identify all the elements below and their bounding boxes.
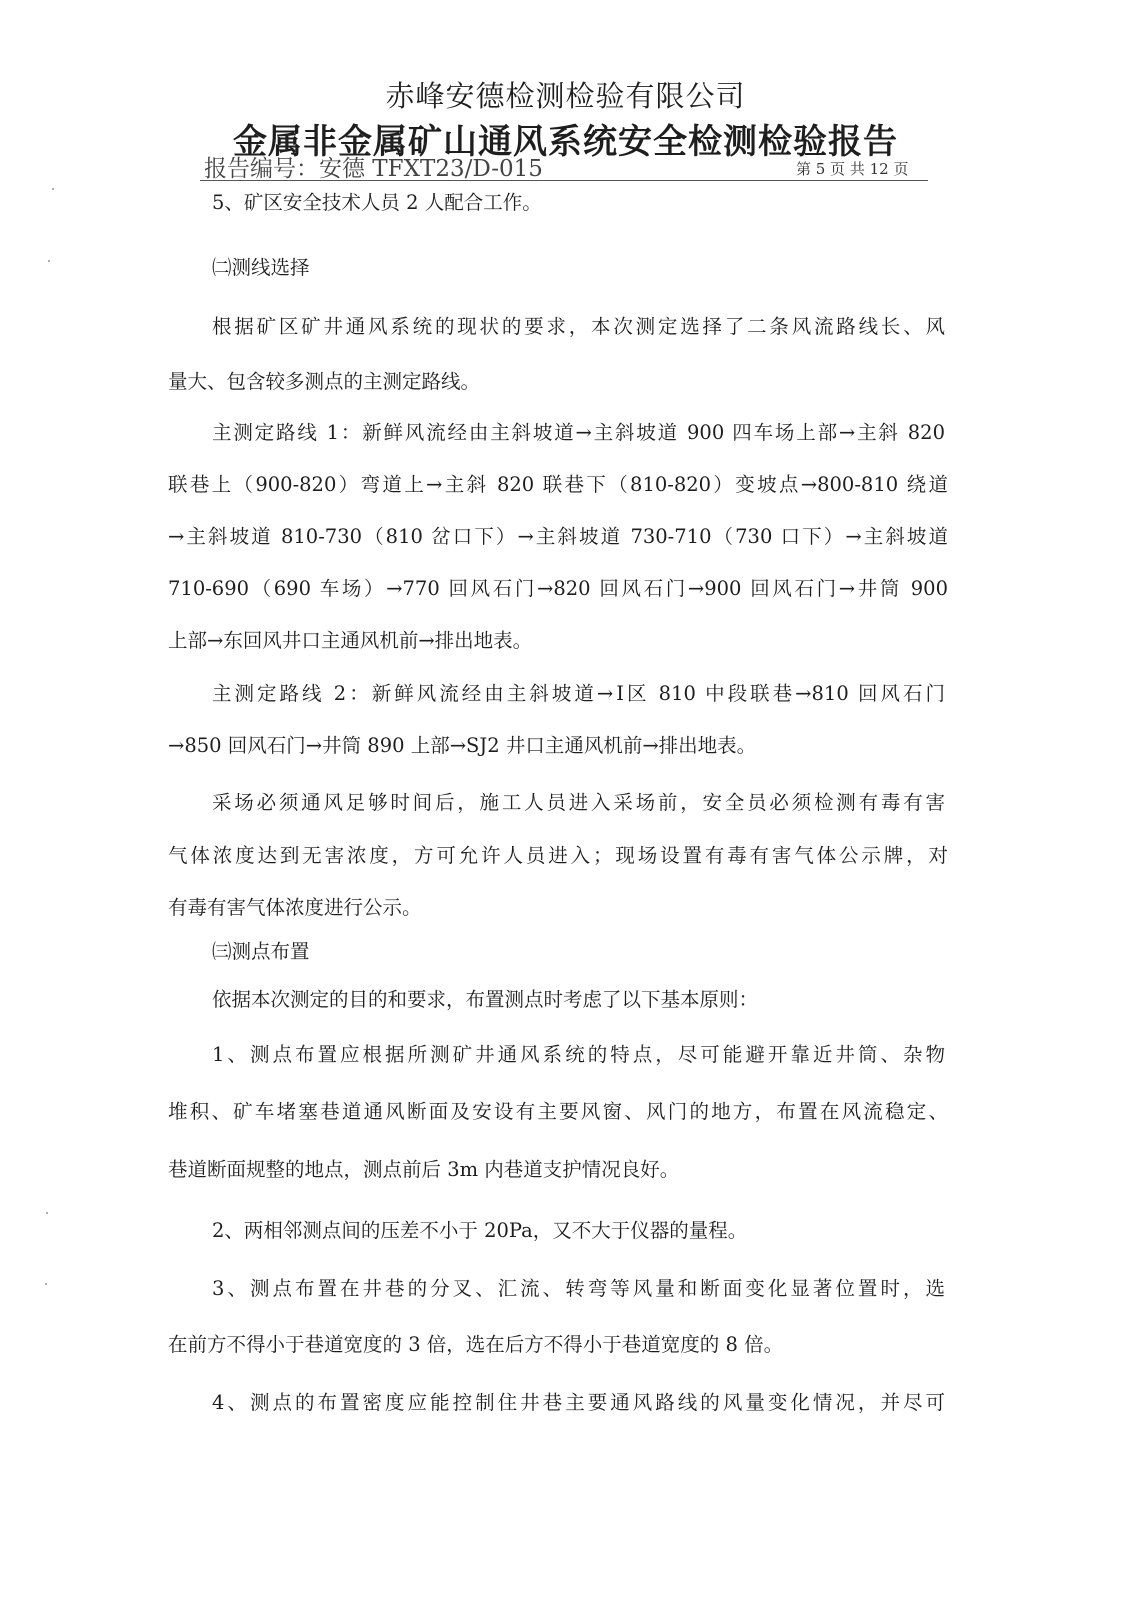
text-line: 巷道断面规整的地点，测点前后 3m 内巷道支护情况良好。 — [168, 1158, 680, 1181]
text-line: 上部→东回风井口主通风机前→排出地表。 — [168, 629, 533, 652]
text-line: 依据本次测定的目的和要求，布置测点时考虑了以下基本原则： — [212, 988, 759, 1011]
text-line: 量大、包含较多测点的主测定路线。 — [168, 370, 481, 393]
section-heading-survey-lines: ㈡测线选择 — [212, 256, 310, 279]
scan-speck — [45, 1283, 47, 1285]
text-line: 1、测点布置应根据所测矿井通风系统的特点，尽可能避开靠近井筒、杂物 — [212, 1043, 945, 1066]
scan-speck — [52, 188, 54, 190]
header-rule — [200, 180, 928, 181]
section-heading-measuring-points: ㈢测点布置 — [212, 940, 310, 963]
text-line: 3、测点布置在井巷的分叉、汇流、转弯等风量和断面变化显著位置时，选 — [212, 1277, 945, 1300]
scan-speck — [48, 260, 50, 262]
text-line: 在前方不得小于巷道宽度的 3 倍，选在后方不得小于巷道宽度的 8 倍。 — [168, 1333, 784, 1356]
text-line: 联巷上（900-820）弯道上→主斜 820 联巷下（810-820）变坡点→800-810 绕道 — [168, 473, 948, 496]
text-line: 2、两相邻测点间的压差不小于 20Pa，又不大于仪器的量程。 — [212, 1219, 748, 1242]
text-line: 采场必须通风足够时间后，施工人员进入采场前，安全员必须检测有毒有害 — [212, 791, 945, 814]
text-line: 5、矿区安全技术人员 2 人配合工作。 — [212, 191, 542, 214]
text-line: 4、测点的布置密度应能控制住井巷主要通风路线的风量变化情况，并尽可 — [212, 1391, 945, 1414]
text-line: 堆积、矿车堵塞巷道通风断面及安设有主要风窗、风门的地方，布置在风流稳定、 — [168, 1100, 948, 1123]
text-line: 气体浓度达到无害浓度，方可允许人员进入；现场设置有毒有害气体公示牌，对 — [168, 844, 948, 867]
report-number: 报告编号：安德 TFXT23/D-015 — [204, 156, 543, 182]
company-name: 赤峰安德检测检验有限公司 — [385, 79, 746, 113]
text-line: →850 回风石门→井筒 890 上部→SJ2 井口主通风机前→排出地表。 — [168, 734, 757, 757]
text-line: 有毒有害气体浓度进行公示。 — [168, 896, 422, 919]
page-info: 第 5 页 共 12 页 — [796, 160, 909, 178]
text-line: 710-690（690 车场）→770 回风石门→820 回风石门→900 回风石门→井筒 900 — [168, 577, 948, 600]
text-line: →主斜坡道 810-730（810 岔口下）→主斜坡道 730-710（730 口下）→主斜坡道 — [168, 525, 948, 548]
text-line: 主测定路线 1：新鲜风流经由主斜坡道→主斜坡道 900 四车场上部→主斜 820 — [212, 421, 945, 444]
report-title: 金属非金属矿山通风系统安全检测检验报告 — [233, 122, 898, 162]
scan-speck — [46, 1212, 48, 1214]
text-line: 根据矿区矿井通风系统的现状的要求，本次测定选择了二条风流路线长、风 — [212, 315, 945, 338]
text-line: 主测定路线 2：新鲜风流经由主斜坡道→Ⅰ区 810 中段联巷→810 回风石门 — [212, 682, 945, 705]
